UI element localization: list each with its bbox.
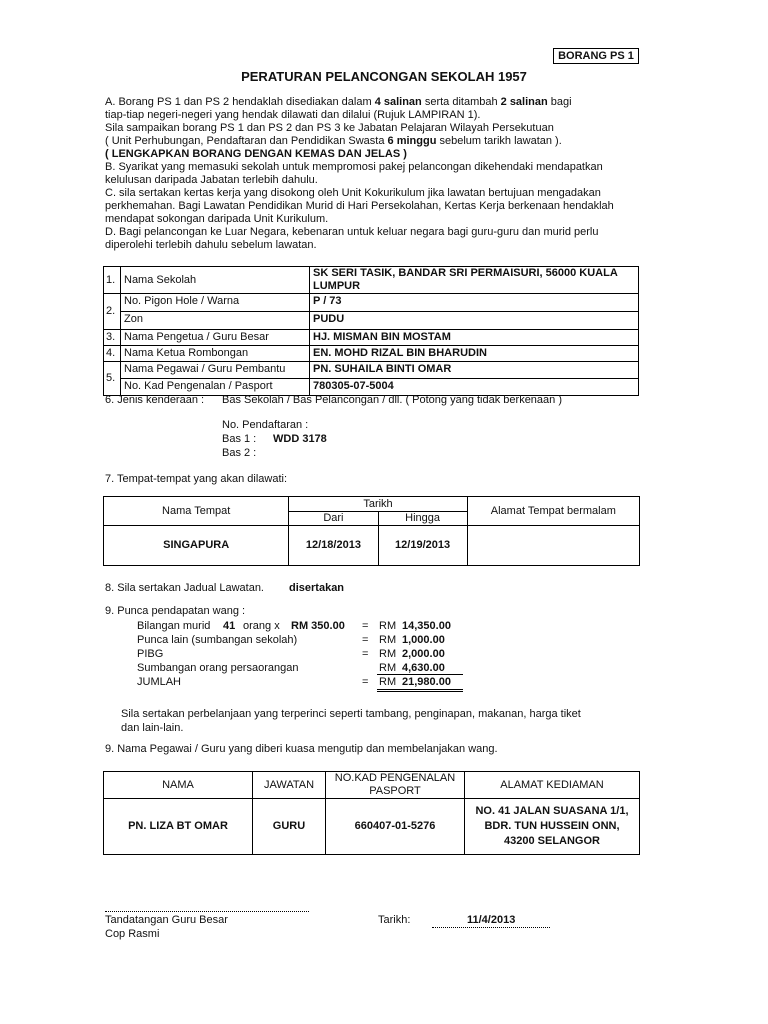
group-leader-value: EN. MOHD RIZAL BIN BHARUDIN bbox=[310, 346, 639, 362]
students-orang: orang x bbox=[243, 620, 280, 632]
registration-label: No. Pendaftaran : bbox=[222, 419, 309, 431]
bus1-label: Bas 1 : bbox=[222, 433, 257, 445]
intro-c-line1: C. sila sertakan kertas kerja yang disokong oleh Unit Kokurikulum jika lawatan bertujuan mengadakan bbox=[105, 187, 601, 199]
funding-label-school: Punca lain (sumbangan sekolah) bbox=[137, 634, 298, 646]
expense-note-line2: dan lain-lain. bbox=[121, 722, 184, 734]
date-line bbox=[432, 927, 550, 928]
intro-d-line2: diperolehi terlebih dahulu sebelum lawatan. bbox=[105, 239, 317, 251]
ic-number-label: No. Kad Pengenalan / Pasport bbox=[124, 380, 273, 392]
officer-post: GURU bbox=[253, 799, 326, 855]
group-leader-label: Nama Ketua Rombongan bbox=[121, 346, 310, 362]
places-table bbox=[103, 496, 640, 566]
vehicle-value: Bas Sekolah / Bas Pelancongan / dll. ( Potong yang tidak berkenaan ) bbox=[222, 394, 562, 406]
row1-number: 1. bbox=[104, 267, 121, 294]
date-to: 12/19/2013 bbox=[378, 526, 467, 566]
amount-school: 1,000.00 bbox=[402, 634, 445, 646]
row5-number: 5. bbox=[104, 362, 121, 396]
schedule-value: disertakan bbox=[289, 582, 345, 594]
signature-line bbox=[105, 911, 309, 912]
total-top-rule bbox=[377, 674, 463, 675]
principal-label: Nama Pengetua / Guru Besar bbox=[121, 330, 310, 346]
schedule-label: 8. Sila sertakan Jadual Lawatan. bbox=[105, 582, 264, 594]
school-name-value: SK SERI TASIK, BANDAR SRI PERMAISURI, 56000 KUALA LUMPUR bbox=[310, 267, 639, 294]
funding-label-individual: Sumbangan orang persaorangan bbox=[137, 662, 299, 674]
col-post-header: JAWATAN bbox=[253, 772, 326, 799]
signature-label: Tandatangan Guru Besar bbox=[105, 914, 228, 926]
school-info-table bbox=[103, 266, 639, 396]
col-from-header: Dari bbox=[289, 512, 378, 526]
intro-instructions bbox=[105, 96, 645, 252]
bus2-label: Bas 2 : bbox=[222, 447, 257, 459]
funding-heading: 9. Punca pendapatan wang : bbox=[105, 605, 246, 617]
total-underline-1 bbox=[377, 689, 463, 690]
zone-value: PUDU bbox=[313, 313, 345, 325]
officer-address: NO. 41 JALAN SUASANA 1/1, BDR. TUN HUSSEIN ONN, 43200 SELANGOR bbox=[465, 799, 640, 855]
intro-a-line3: Sila sampaikan borang PS 1 dan PS 2 dan PS 3 ke Jabatan Pelajaran Wilayah Persekutuan bbox=[105, 122, 554, 134]
vehicle-label: 6. Jenis kenderaan : bbox=[105, 394, 205, 406]
col-to-header: Hingga bbox=[378, 512, 467, 526]
intro-a-line1: A. Borang PS 1 dan PS 2 hendaklah disediakan dalam 4 salinan serta ditambah 2 salinan bagi bbox=[105, 96, 572, 108]
col-stay-header: Alamat Tempat bermalam bbox=[467, 497, 639, 526]
amount-students: 14,350.00 bbox=[402, 620, 451, 632]
date-from: 12/18/2013 bbox=[289, 526, 378, 566]
col-place-header: Nama Tempat bbox=[104, 497, 289, 526]
eq-0: = bbox=[362, 620, 369, 632]
assistant-teacher-label: Nama Pegawai / Guru Pembantu bbox=[121, 362, 309, 379]
col-name-header: NAMA bbox=[104, 772, 253, 799]
eq-1: = bbox=[362, 634, 369, 646]
officer-table bbox=[103, 771, 640, 855]
date-value: 11/4/2013 bbox=[467, 914, 516, 926]
rm-3: RM bbox=[379, 662, 397, 674]
school-name-label: Nama Sekolah bbox=[121, 267, 310, 294]
intro-d-line1: D. Bagi pelancongan ke Luar Negara, kebenaran untuk keluar negara bagi guru-guru dan murid perlu bbox=[105, 226, 599, 238]
amount-total: 21,980.00 bbox=[402, 676, 451, 688]
stamp-label: Cop Rasmi bbox=[105, 928, 160, 940]
pigeon-hole-value: P / 73 bbox=[310, 294, 638, 312]
principal-value: HJ. MISMAN BIN MOSTAM bbox=[310, 330, 639, 346]
amount-pibg: 2,000.00 bbox=[402, 648, 445, 660]
funding-label-total: JUMLAH bbox=[137, 676, 182, 688]
rm-0: RM bbox=[379, 620, 397, 632]
per-head-amount: RM 350.00 bbox=[291, 620, 345, 632]
eq-4: = bbox=[362, 676, 369, 688]
rm-1: RM bbox=[379, 634, 397, 646]
intro-b-line2: kelulusan daripada Jabatan terlebih dahulu. bbox=[105, 174, 318, 186]
intro-b-line1: B. Syarikat yang memasuki sekolah untuk mempromosi pakej pelancongan dikehendaki mendapatkan bbox=[105, 161, 603, 173]
eq-2: = bbox=[362, 648, 369, 660]
rm-4: RM bbox=[379, 676, 397, 688]
date-label: Tarikh: bbox=[378, 914, 411, 926]
total-underline-2 bbox=[377, 691, 463, 692]
bus1-value: WDD 3178 bbox=[273, 433, 327, 445]
places-heading: 7. Tempat-tempat yang akan dilawati: bbox=[105, 473, 288, 485]
amount-individual: 4,630.00 bbox=[402, 662, 445, 674]
rm-2: RM bbox=[379, 648, 397, 660]
zone-label: Zon bbox=[124, 313, 143, 325]
row3-number: 3. bbox=[104, 330, 121, 346]
form-code-box: BORANG PS 1 bbox=[553, 48, 639, 64]
assistant-teacher-value: PN. SUHAILA BINTI OMAR bbox=[310, 362, 638, 379]
intro-c-line3: mendapat sokongan daripada Unit Kurikulum. bbox=[105, 213, 329, 225]
table-row bbox=[104, 799, 640, 855]
place-name: SINGAPURA bbox=[104, 526, 289, 566]
stay-address bbox=[467, 526, 639, 566]
intro-c-line2: perkhemahan. Bagi Lawatan Pendidikan Murid di Hari Persekolahan, Kertas Kerja berkenaan hendaklah bbox=[105, 200, 614, 212]
expense-note-line1: Sila sertakan perbelanjaan yang terperinci seperti tambang, penginapan, makanan, harga tiket bbox=[121, 708, 581, 720]
col-date-header: Tarikh bbox=[289, 497, 467, 512]
page-title: PERATURAN PELANCONGAN SEKOLAH 1957 bbox=[241, 69, 527, 84]
intro-a-line5: ( LENGKAPKAN BORANG DENGAN KEMAS DAN JELAS ) bbox=[105, 148, 407, 160]
row4-number: 4. bbox=[104, 346, 121, 362]
table-row bbox=[104, 526, 640, 566]
students-label: Bilangan murid bbox=[137, 620, 211, 632]
students-count: 41 bbox=[223, 620, 236, 632]
officer-name: PN. LIZA BT OMAR bbox=[104, 799, 253, 855]
ic-number-value: 780305-07-5004 bbox=[313, 380, 394, 392]
pigeon-hole-label: No. Pigon Hole / Warna bbox=[121, 294, 309, 312]
col-address-header: ALAMAT KEDIAMAN bbox=[465, 772, 640, 799]
officer-ic: 660407-01-5276 bbox=[326, 799, 465, 855]
intro-a-line2: tiap-tiap negeri-negeri yang hendak dilawati dan dilalui (Rujuk LAMPIRAN 1). bbox=[105, 109, 481, 121]
col-ic-header: NO.KAD PENGENALAN PASPORT bbox=[326, 772, 465, 799]
intro-a-line4: ( Unit Perhubungan, Pendaftaran dan Pendidikan Swasta 6 minggu sebelum tarikh lawatan ). bbox=[105, 135, 562, 147]
funding-label-pibg: PIBG bbox=[137, 648, 164, 660]
officer-heading: 9. Nama Pegawai / Guru yang diberi kuasa mengutip dan membelanjakan wang. bbox=[105, 743, 498, 755]
row2-number: 2. bbox=[104, 294, 121, 330]
